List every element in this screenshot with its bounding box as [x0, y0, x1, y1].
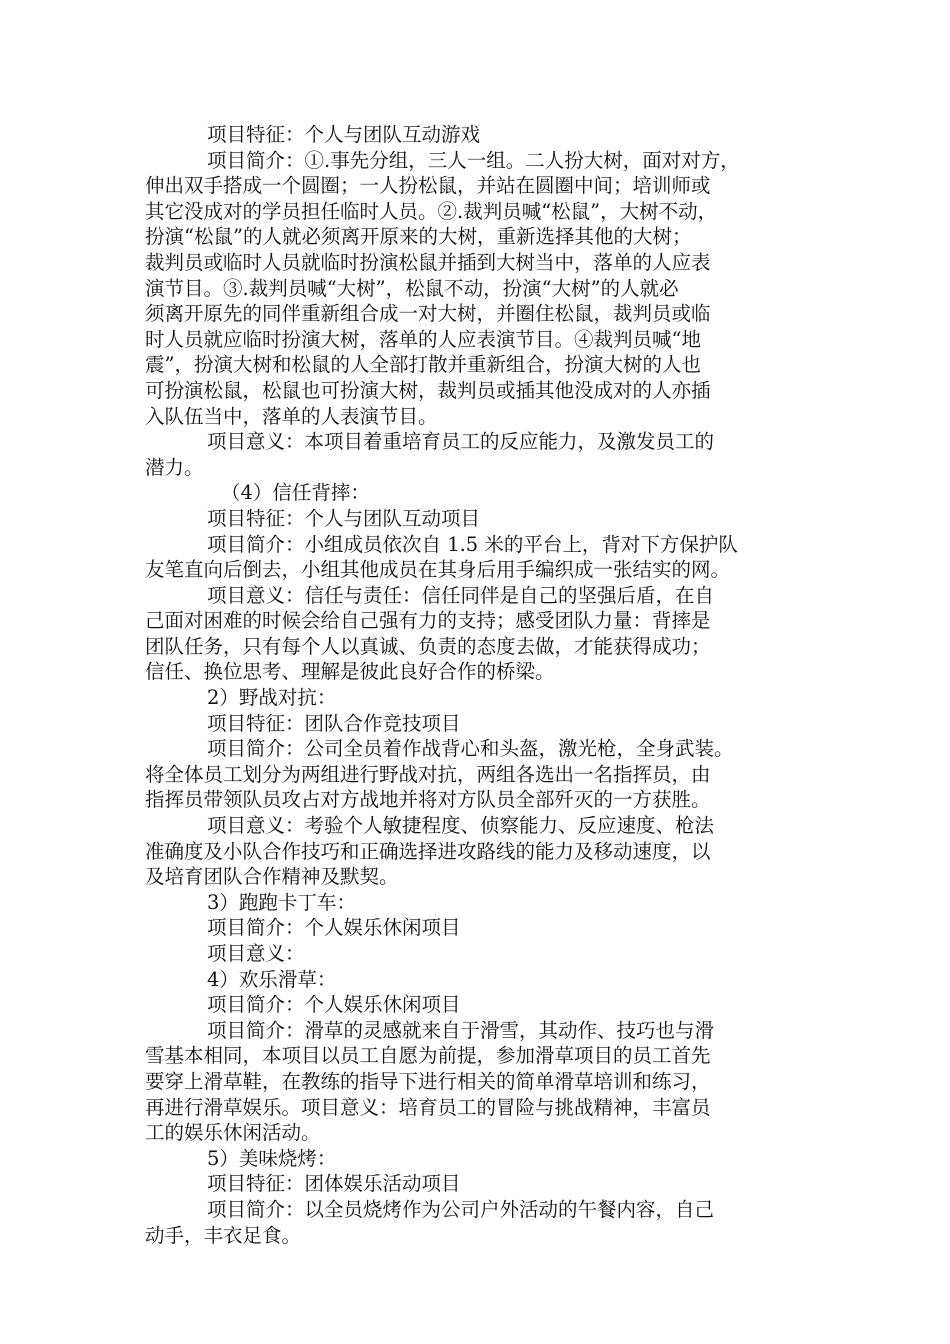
- paragraph-line: 友笔直向后倒去，小组其他成员在其身后用手编织成一张结实的网。: [145, 558, 731, 582]
- paragraph-line: 准确度及小队合作技巧和正确选择进攻路线的能力及移动速度，以: [145, 839, 711, 863]
- paragraph-line: 项目简介：小组成员依次自 1.5 米的平台上，背对下方保护队: [207, 532, 738, 556]
- paragraph-line: 项目特征：个人与团队互动项目: [207, 506, 481, 530]
- section-heading: 5）美味烧烤：: [207, 1146, 337, 1170]
- paragraph-line: 裁判员或临时人员就临时扮演松鼠并插到大树当中，落单的人应表: [145, 250, 711, 274]
- paragraph-line: 项目意义：: [207, 942, 305, 965]
- paragraph-line: 项目简介：①.事先分组，三人一组。二人扮大树，面对对方，: [207, 148, 740, 172]
- paragraph-line: 项目意义：信任与责任：信任同伴是自己的坚强后盾，在自: [207, 583, 715, 607]
- paragraph-line: 演节目。③.裁判员喊“大树”，松鼠不动，扮演“大树”的人就必: [145, 276, 679, 300]
- paragraph-line: 潜力。: [145, 455, 204, 479]
- section-heading: 4）欢乐滑草：: [207, 967, 337, 991]
- document-body: [145, 122, 825, 1248]
- paragraph-line: 项目简介：滑草的灵感就来自于滑雪，其动作、技巧也与滑: [207, 1018, 715, 1042]
- paragraph-line: 时人员就应临时扮演大树，落单的人应表演节目。④裁判员喊“地: [145, 327, 701, 351]
- paragraph-line: 雪基本相同，本项目以员工自愿为前提，参加滑草项目的员工首先: [145, 1044, 711, 1068]
- paragraph-line: 项目简介：以全员烧烤作为公司户外活动的午餐内容，自己: [207, 1197, 715, 1221]
- paragraph-line: 项目意义：考验个人敏捷程度、侦察能力、反应速度、枪法: [207, 814, 715, 838]
- paragraph-line: 项目简介：个人娱乐休闲项目: [207, 993, 461, 1017]
- section-heading: 2）野战对抗：: [207, 686, 337, 710]
- paragraph-line: 团队任务，只有每个人以真诚、负责的态度去做，才能获得成功；: [145, 634, 711, 658]
- paragraph-line: 及培育团队合作精神及默契。: [145, 865, 399, 889]
- paragraph-line: 项目特征：团体娱乐活动项目: [207, 1172, 461, 1196]
- paragraph-line: 要穿上滑草鞋，在教练的指导下进行相关的简单滑草培训和练习，: [145, 1069, 711, 1093]
- paragraph-line: 项目简介：公司全员着作战背心和头盔，激光枪，全身武装。: [207, 737, 734, 761]
- paragraph-line: 震”，扮演大树和松鼠的人全部打散并重新组合，扮演大树的人也: [145, 353, 701, 377]
- paragraph-line: 其它没成对的学员担任临时人员。②.裁判员喊“松鼠”，大树不动，: [145, 199, 718, 223]
- paragraph-line: 己面对困难的时候会给自己强有力的支持；感受团队力量：背摔是: [145, 609, 711, 633]
- paragraph-line: 项目特征：团队合作竞技项目: [207, 711, 461, 735]
- paragraph-line: 项目简介：个人娱乐休闲项目: [207, 916, 461, 940]
- paragraph-line: 项目特征：个人与团队互动游戏: [207, 123, 481, 146]
- paragraph-line: 须离开原先的同伴重新组合成一对大树，并圈住松鼠，裁判员或临: [145, 302, 711, 326]
- paragraph-line: 可扮演松鼠，松鼠也可扮演大树，裁判员或插其他没成对的人亦插: [145, 378, 711, 402]
- paragraph-line: 伸出双手搭成一个圆圈；一人扮松鼠，并站在圆圈中间；培训师或: [145, 174, 711, 198]
- paragraph-line: 将全体员工划分为两组进行野战对抗，两组各选出一名指挥员，由: [145, 762, 711, 786]
- section-heading: （4）信任背摔：: [221, 481, 370, 505]
- paragraph-line: 再进行滑草娱乐。项目意义：培育员工的冒险与挑战精神，丰富员: [145, 1095, 711, 1119]
- paragraph-line: 扮演“松鼠”的人就必须离开原来的大树，重新选择其他的大树；: [145, 225, 692, 249]
- section-heading: 3）跑跑卡丁车：: [207, 890, 356, 914]
- paragraph-line: 信任、换位思考、理解是彼此良好合作的桥梁。: [145, 660, 555, 684]
- paragraph-line: 入队伍当中，落单的人表演节目。: [145, 404, 438, 428]
- paragraph-line: 指挥员带领队员攻占对方战地并将对方队员全部歼灭的一方获胜。: [145, 788, 711, 812]
- paragraph-line: 工的娱乐休闲活动。: [145, 1121, 321, 1145]
- paragraph-line: 项目意义：本项目着重培育员工的反应能力，及激发员工的: [207, 430, 715, 454]
- paragraph-line: 动手，丰衣足食。: [145, 1223, 302, 1247]
